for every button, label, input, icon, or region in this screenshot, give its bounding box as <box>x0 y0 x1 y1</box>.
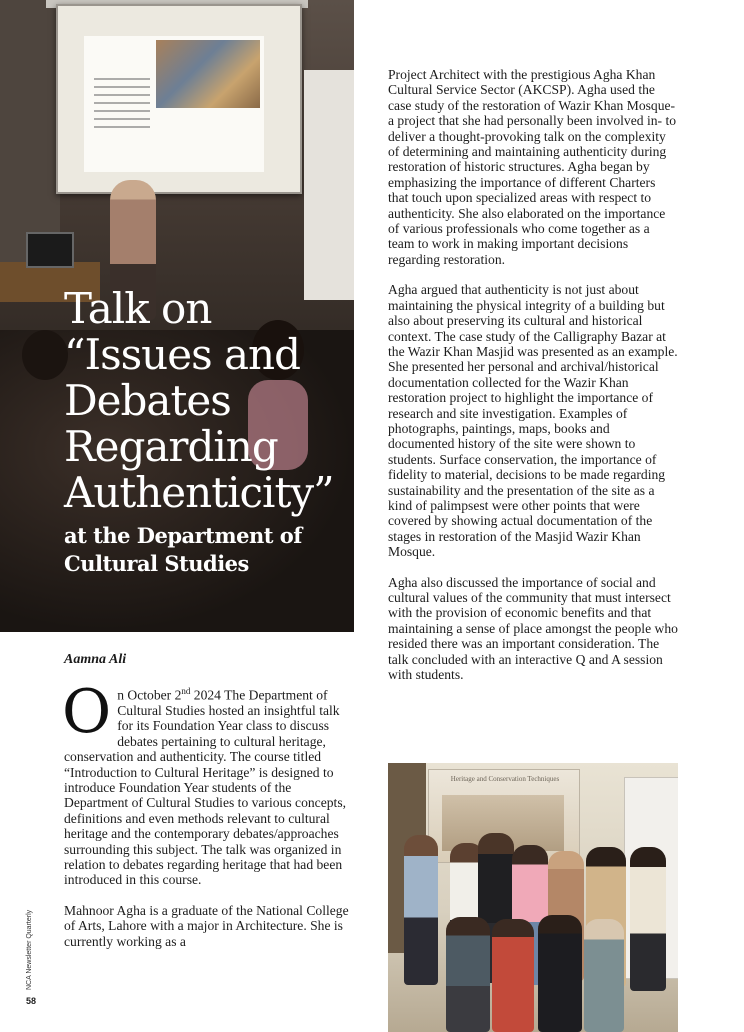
paragraph: Project Architect with the prestigious Agha Khan Cultural Service Sector (AKCSP). Agha used the case study of the restoration of Wazir Khan Mosque-a project that she had personally been involved in- to deliver a thought-provoking talk on the complexity of determining and maintaining authenticity during restoration of historic structures. Agha began by emphasizing the importance of different Charters that touch upon specialized areas with respect to authenticity. She also elaborated on the importance of various professionals who come together as a team to work in making important decisions regarding restoration. <box>388 67 677 267</box>
paragraph: Agha also discussed the importance of social and cultural values of the community that must intersect with the provision of economic benefits and that maintaining a sense of place amongst the people who resided there was an important consideration. The talk concluded with an interactive Q and A session with students. <box>388 574 678 683</box>
author-byline: Aamna Ali <box>64 652 127 667</box>
paragraph: Agha argued that authenticity is not just about maintaining the physical integrity of a building but also about preserving its cultural and historical context. The case study of the Calligraphy Bazar at the Wazir Khan Masjid was presented as an example. She presented her personal and archival/historical documentation collected for the Wazir Khan restoration project to highlight the importance of research and site investigation. Examples of photographs, paintings, maps, books and documented history of the site were shown to students. Surface conservation, the importance of fidelity to material, decisions to be made regarding sustainability and the presentation of the site as a kind of palimpsest were other points that were covered by showing actual documentation of the stages in restoration of the Masjid Wazir Khan Mosque. <box>388 282 678 560</box>
group-photo <box>388 763 678 1032</box>
audience-head <box>22 330 68 380</box>
paragraph: Mahnoor Agha is a graduate of the National College of Arts, Lahore with a major in Architecture. She is currently working as a <box>64 902 349 949</box>
slide-title: Heritage and Conservation Techniques <box>450 775 560 783</box>
publication-name: NCA Newsletter Quarterly <box>26 909 33 990</box>
slide-painting <box>156 40 260 108</box>
paragraph-text: 2024 The Department of Cultural Studies hosted an insightful talk for its Foundation Year class to discuss debates pertaining to cultural heritage, conservation and authenticity. The course titled “Introduction to Cultural Heritage” is designed to introduce Foundation Year students of the Department of Cultural Studies to various concepts, definitions and even methods relevant to cultural heritage and the contemporary debates/approaches surrounding this subject. The talk was organized in relation to debates regarding heritage that had been introduced in this course. <box>64 687 347 888</box>
article-subtitle: at the Department of Cultural Studies <box>64 523 302 576</box>
paragraph-text: n October 2 <box>117 687 182 703</box>
person <box>630 847 666 991</box>
article-title: Talk on “Issues and Debates Regarding Authenticity” <box>64 284 334 517</box>
slide-text-lines <box>94 78 150 132</box>
person <box>584 919 624 1032</box>
right-column <box>388 67 678 697</box>
page-number: 58 <box>26 996 37 1006</box>
person <box>446 917 490 1032</box>
drop-cap: O <box>62 677 112 747</box>
ordinal-suffix: nd <box>181 686 191 696</box>
person <box>492 919 534 1032</box>
computer-monitor <box>26 232 74 268</box>
person <box>538 915 582 1032</box>
paragraph <box>62 677 354 888</box>
left-column <box>62 677 354 964</box>
person <box>404 835 438 985</box>
whiteboard <box>304 70 354 300</box>
